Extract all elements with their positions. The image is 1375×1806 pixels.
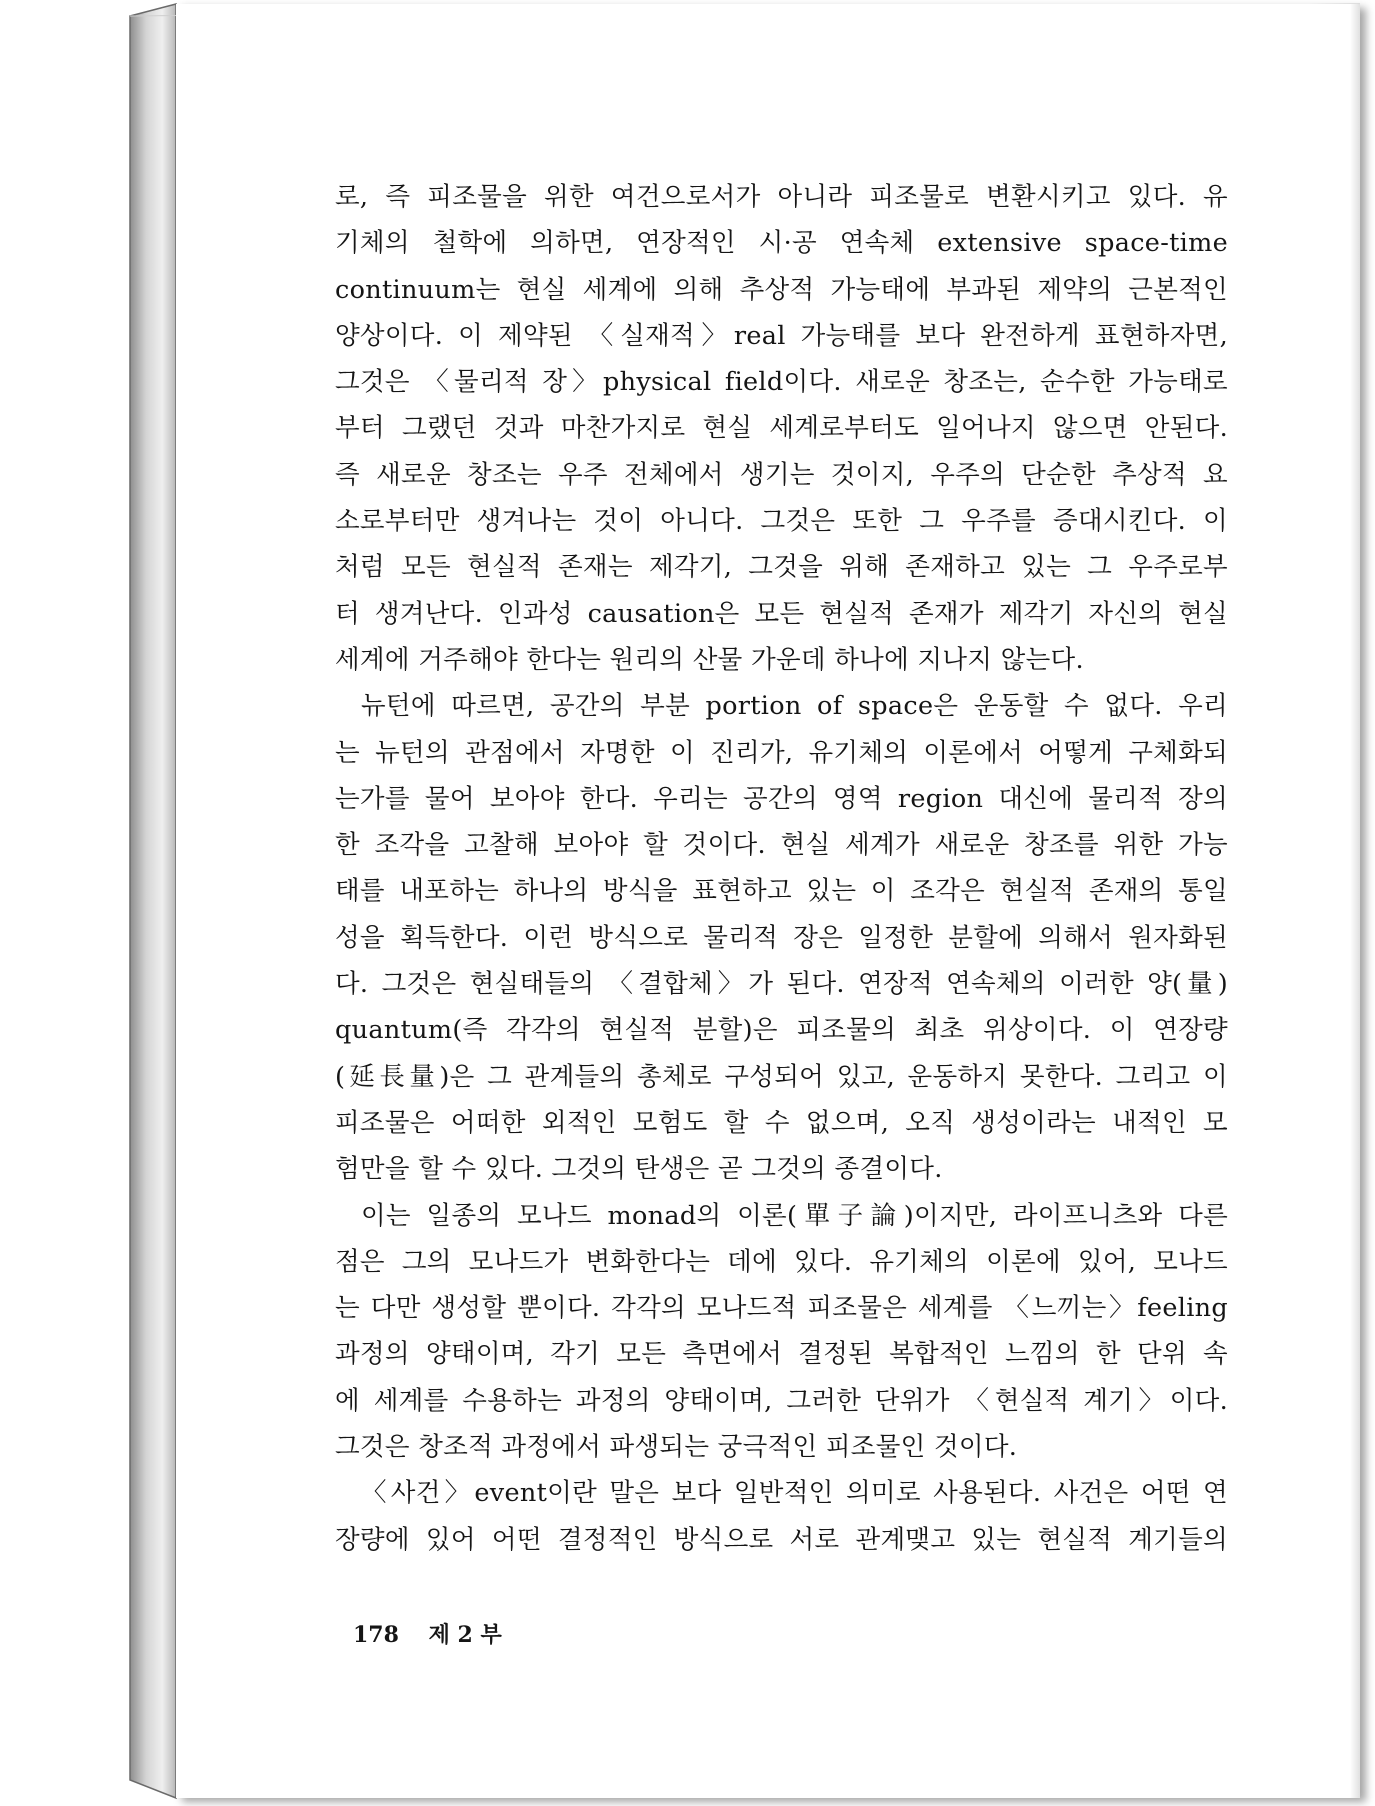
text-line: 태를 내포하는 하나의 방식을 표현하고 있는 이 조각은 현실적 존재의 통일: [335, 876, 1228, 907]
text-line: 장량에 있어 어떤 결정적인 방식으로 서로 관계맺고 있는 현실적 계기들의: [335, 1524, 1228, 1555]
text-line: 처럼 모든 현실적 존재는 제각기, 그것을 위해 존재하고 있는 그 우주로부: [335, 552, 1228, 583]
page-number: 178: [353, 1622, 399, 1648]
book-page: [176, 4, 1360, 1798]
text-line: 이는 일종의 모나드 monad의 이론(單子論)이지만, 라이프니츠와 다른: [361, 1200, 1228, 1231]
text-line: continuum는 현실 세계에 의해 추상적 가능태에 부과된 제약의 근본적인: [335, 274, 1228, 305]
text-line: 그것은 〈물리적 장〉physical field이다. 새로운 창조는, 순수한 가능태로: [335, 367, 1228, 398]
text-line: 터 생겨난다. 인과성 causation은 모든 현실적 존재가 제각기 자신의 현실: [335, 598, 1228, 629]
text-line: 는 다만 생성할 뿐이다. 각각의 모나드적 피조물은 세계를 〈느끼는〉feeling: [335, 1293, 1228, 1324]
text-line: 부터 그랬던 것과 마찬가지로 현실 세계로부터도 일어나지 않으면 안된다.: [335, 413, 1228, 444]
text-line: 다. 그것은 현실태들의 〈결합체〉가 된다. 연장적 연속체의 이러한 양(量): [335, 969, 1228, 1000]
text-line: quantum(즉 각각의 현실적 분할)은 피조물의 최초 위상이다. 이 연장량: [335, 1015, 1228, 1046]
text-line: 는가를 물어 보아야 한다. 우리는 공간의 영역 region 대신에 물리적 장의: [335, 783, 1228, 814]
text-line: 뉴턴에 따르면, 공간의 부분 portion of space은 운동할 수 없다. 우리: [361, 691, 1228, 722]
text-line: 에 세계를 수용하는 과정의 양태이며, 그러한 단위가 〈현실적 계기〉이다.: [335, 1385, 1228, 1416]
text-line: 피조물은 어떠한 외적인 모험도 할 수 없으며, 오직 생성이라는 내적인 모: [335, 1107, 1228, 1138]
text-line: 그것은 창조적 과정에서 파생되는 궁극적인 피조물인 것이다.: [335, 1432, 1018, 1463]
text-line: 세계에 거주해야 한다는 원리의 산물 가운데 하나에 지나지 않는다.: [335, 644, 1084, 675]
text-line: 과정의 양태이며, 각기 모든 측면에서 결정된 복합적인 느낌의 한 단위 속: [335, 1339, 1228, 1370]
text-line: 〈사건〉event이란 말은 보다 일반적인 의미로 사용된다. 사건은 어떤 연: [361, 1478, 1228, 1509]
page-edge-shadow: [1350, 4, 1360, 1798]
text-line: 즉 새로운 창조는 우주 전체에서 생기는 것이지, 우주의 단순한 추상적 요: [335, 459, 1228, 490]
text-line: 는 뉴턴의 관점에서 자명한 이 진리가, 유기체의 이론에서 어떻게 구체화되: [335, 737, 1228, 768]
section-label: 제 2 부: [428, 1622, 502, 1648]
body-text: [335, 174, 1228, 1563]
text-line: 양상이다. 이 제약된 〈실재적〉real 가능태를 보다 완전하게 표현하자면,: [335, 320, 1228, 351]
text-line: 기체의 철학에 의하면, 연장적인 시·공 연속체 extensive space-time: [335, 228, 1228, 259]
text-line: 성을 획득한다. 이런 방식으로 물리적 장은 일정한 분할에 의해서 원자화된: [335, 922, 1228, 953]
text-line: 점은 그의 모나드가 변화한다는 데에 있다. 유기체의 이론에 있어, 모나드: [335, 1246, 1228, 1277]
text-line: (延長量)은 그 관계들의 총체로 구성되어 있고, 운동하지 못한다. 그리고 이: [335, 1061, 1228, 1092]
text-line: 한 조각을 고찰해 보아야 할 것이다. 현실 세계가 새로운 창조를 위한 가능: [335, 830, 1228, 861]
page-footer: [353, 1618, 502, 1649]
text-line: 소로부터만 생겨나는 것이 아니다. 그것은 또한 그 우주를 증대시킨다. 이: [335, 506, 1228, 537]
text-line: 험만을 할 수 있다. 그것의 탄생은 곧 그것의 종결이다.: [335, 1154, 943, 1185]
text-line: 로, 즉 피조물을 위한 여건으로서가 아니라 피조물로 변환시키고 있다. 유: [335, 182, 1228, 212]
